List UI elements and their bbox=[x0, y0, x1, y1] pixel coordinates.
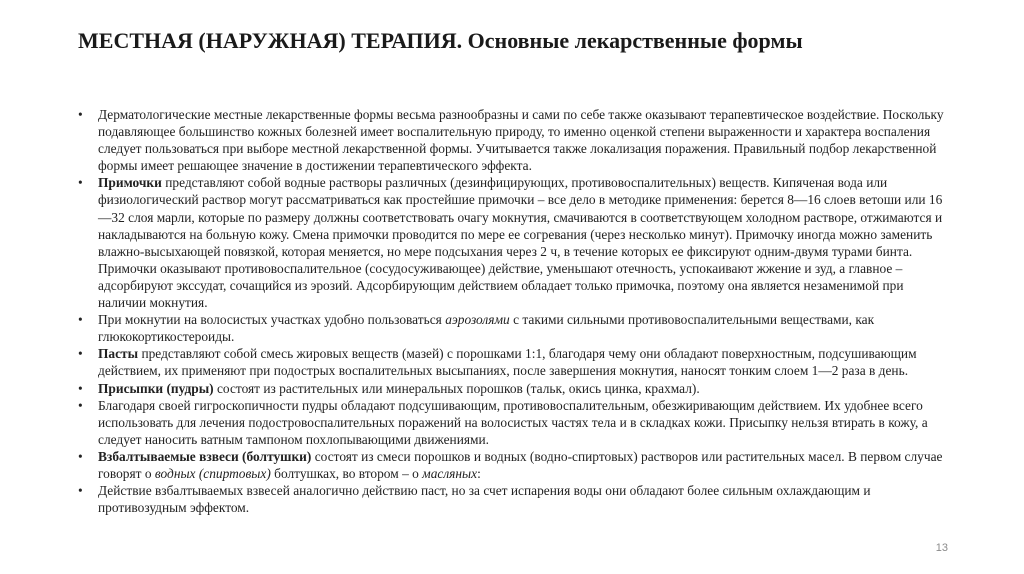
bullet-term: Примочки bbox=[98, 175, 162, 191]
bullet-item bbox=[78, 106, 948, 174]
bullet-text: При мокнутии на волосистых участках удобно пользоваться bbox=[98, 312, 446, 328]
bullet-text: представляют собой водные растворы различных (дезинфицирующих, противовоспалительных) веществ. Кипяченая вода или физиологический раствор могут рассматриваться как простейшие примочки – все дело в методике применения: берется 8—16 слоев ветоши или 16—32 слоя марли, которые по размеру должны соответствовать очагу мокнутия, смачиваются в соответствующем холодном растворе, отжимаются и накладываются на больную кожу. Смена примочки проводится по мере ее согревания (через несколько минут). Примочку иногда можно заменить влажно-высыхающей повязкой, которая меняется, но мере подсыхания через 2 ч, в течение которых ее фиксируют одним-двумя турами бинта. Примочки оказывают противовоспалительное (сосудосуживающее) действие, уменьшают отечность, успокаивают жжение и зуд, а главное – адсорбируют экссудат, сочащийся из эрозий. Адсорбирующим действием обладает только примочка, поэтому она является незаменимой при наличии мокнутия. bbox=[98, 175, 943, 311]
bullet-item bbox=[78, 397, 948, 448]
bullet-item bbox=[78, 174, 948, 311]
bullet-item bbox=[78, 311, 948, 345]
bullet-marker: • bbox=[78, 346, 83, 362]
bullet-text: представляют собой смесь жировых веществ (мазей) с порошками 1:1, благодаря чему они обладают поверхностным, подсушивающим действием, их применяют при подострых воспалительных высыпаниях, после завершения мокнутия, наносят тонким слоем 1—2 раза в день. bbox=[98, 346, 917, 379]
bullet-item bbox=[78, 380, 948, 397]
bullet-term: Пасты bbox=[98, 346, 139, 362]
bullet-item bbox=[78, 448, 948, 482]
bullet-item bbox=[78, 482, 948, 516]
bullet-italic-term: масляных bbox=[422, 465, 478, 481]
bullet-term: Присыпки (пудры) bbox=[98, 380, 214, 396]
bullet-text: состоят из смеси порошков и водных (водно-спиртовых) растворов или растительных масел. В первом случае говорят о bbox=[98, 448, 943, 481]
bullet-text: с такими сильными противовоспалительными веществами, как глюкокортикостероиды. bbox=[98, 312, 875, 345]
bullet-text: : bbox=[477, 465, 481, 481]
bullet-marker: • bbox=[78, 448, 83, 464]
bullet-text: Благодаря своей гигроскопичности пудры обладают подсушивающим, противовоспалительным, обезжиривающим действием. Их удобнее всего использовать для лечения подостровоспалительных поражений на волосистых частях тела и в складках кожи. Присыпку нельзя втирать в кожу, а следует наносить ватным тампоном похлопывающими движениями. bbox=[98, 397, 928, 447]
page-number: 13 bbox=[935, 542, 948, 554]
bullet-marker: • bbox=[78, 175, 83, 191]
bullet-marker: • bbox=[78, 483, 83, 499]
bullet-marker: • bbox=[78, 380, 83, 396]
bullet-text: болтушках, во втором – о bbox=[270, 465, 423, 481]
bullet-term: Взбалтываемые взвеси (болтушки) bbox=[98, 448, 312, 464]
bullet-italic-term: водных (спиртовых) bbox=[154, 465, 271, 481]
bullet-item bbox=[78, 345, 948, 379]
bullet-italic-term: аэрозолями bbox=[445, 312, 510, 328]
slide-title: МЕСТНАЯ (НАРУЖНАЯ) ТЕРАПИЯ. Основные лекарственные формы bbox=[78, 28, 803, 53]
bullet-list bbox=[78, 106, 948, 516]
bullet-marker: • bbox=[78, 312, 83, 328]
bullet-text: Дерматологические местные лекарственные формы весьма разнообразны и сами по себе также оказывают терапевтическое воздействие. Поскольку подавляющее большинство кожных болезней имеет воспалительную природу, то именно оценкой степени выраженности и характера воспаления следует пользоваться при выборе местной лекарственной формы. Учитывается также локализация поражения. Правильный подбор лекарственной формы имеет решающее значение в достижении терапевтического эффекта. bbox=[98, 107, 944, 174]
bullet-text: Действие взбалтываемых взвесей аналогично действию паст, но за счет испарения воды они обладают более сильным охлаждающим и противозудным эффектом. bbox=[98, 483, 871, 516]
bullet-marker: • bbox=[78, 397, 83, 413]
bullet-text: состоят из растительных или минеральных порошков (тальк, окись цинка, крахмал). bbox=[213, 380, 700, 396]
bullet-marker: • bbox=[78, 107, 83, 122]
